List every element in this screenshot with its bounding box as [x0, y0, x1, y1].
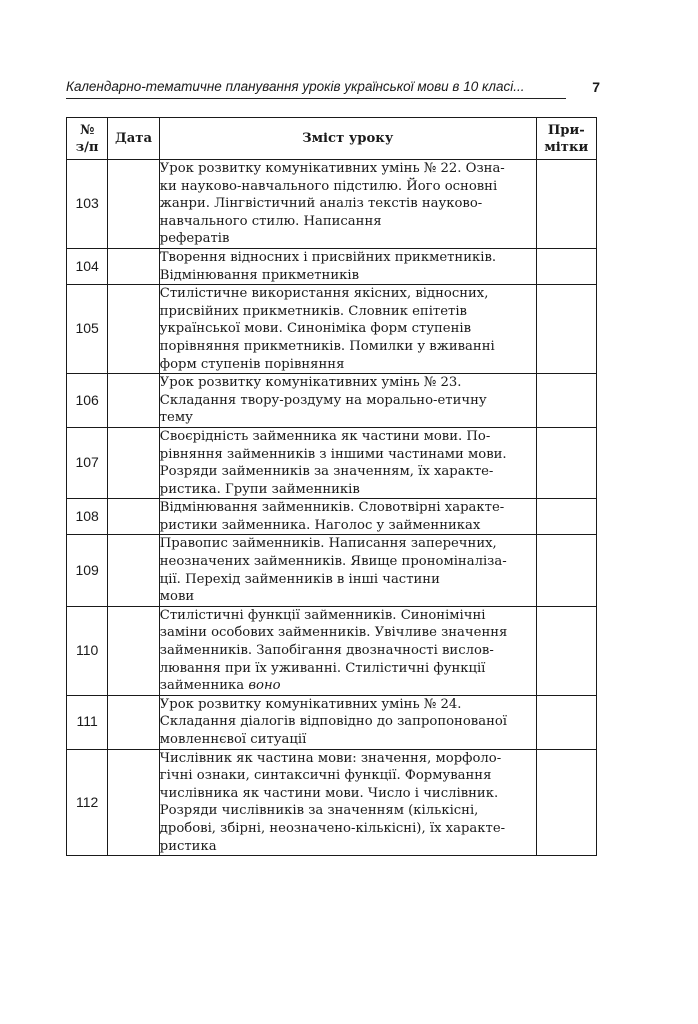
date-cell	[108, 248, 159, 284]
date-cell	[108, 695, 159, 749]
lesson-content	[159, 285, 536, 374]
content-line: ристики займенника. Наголос у займенниках	[159, 517, 481, 533]
table-row	[67, 248, 597, 284]
column-header-notes-line: мітки	[544, 139, 589, 155]
lesson-content	[159, 695, 536, 749]
content-line: ки науково-навчального підстилю. Його основні	[159, 178, 498, 194]
notes-cell	[536, 160, 596, 249]
content-line: Розряди займенників за значенням, їх характе-	[159, 464, 494, 480]
notes-cell	[536, 374, 596, 428]
date-cell	[108, 749, 159, 856]
content-line: Відмінювання прикметників	[159, 267, 360, 283]
date-cell	[108, 285, 159, 374]
date-cell	[108, 606, 159, 695]
table-row	[67, 749, 597, 856]
notes-cell	[536, 535, 596, 606]
lesson-number: 105	[67, 285, 108, 374]
content-line: неозначених займенників. Явище прономіналіза-	[159, 554, 507, 570]
lesson-number: 107	[67, 427, 108, 498]
lesson-number: 104	[67, 248, 108, 284]
table-row	[67, 499, 597, 535]
content-line: Правопис займенників. Написання заперечних,	[159, 536, 497, 552]
content-line: заміни особових займенників. Увічливе значення	[159, 625, 508, 641]
lesson-number: 106	[67, 374, 108, 428]
lesson-content	[159, 749, 536, 856]
column-header-number-line: з/п	[75, 139, 99, 155]
content-line: української мови. Синоніміка форм ступенів	[159, 321, 472, 337]
notes-cell	[536, 695, 596, 749]
date-cell	[108, 160, 159, 249]
content-line: Складання діалогів відповідно до запропонованої	[159, 714, 508, 730]
content-line: рефератів	[159, 231, 230, 247]
content-line: навчального стилю. Написання	[159, 213, 382, 229]
lesson-content	[159, 248, 536, 284]
content-line: тему	[159, 410, 193, 426]
date-cell	[108, 535, 159, 606]
content-line: ристика. Групи займенників	[159, 481, 360, 497]
lesson-content	[159, 499, 536, 535]
content-line: ції. Перехід займенників в інші частини	[159, 571, 440, 587]
content-line: лювання при їх уживанні. Стилістичні функції	[159, 660, 486, 676]
lesson-number: 112	[67, 749, 108, 856]
lesson-content	[159, 374, 536, 428]
lesson-number: 110	[67, 606, 108, 695]
content-line: Творення відносних і присвійних прикметників.	[159, 249, 497, 265]
content-line	[160, 677, 536, 695]
table-row	[67, 285, 597, 374]
column-header-content: Зміст уроку	[159, 118, 536, 160]
lesson-number: 109	[67, 535, 108, 606]
content-line: Урок розвитку комунікативних умінь № 23.	[159, 375, 462, 391]
table-header-row	[67, 118, 597, 160]
lesson-plan-table	[66, 117, 597, 856]
content-line: Розряди числівників за значенням (кількісні,	[159, 803, 479, 819]
content-line-italic-word: воно	[248, 678, 281, 694]
table-row	[67, 160, 597, 249]
content-line: порівняння прикметників. Помилки у вживанні	[159, 338, 495, 354]
content-line: мови	[159, 589, 195, 605]
column-header-number	[67, 118, 108, 160]
date-cell	[108, 499, 159, 535]
content-line: форм ступенів порівняння	[159, 356, 345, 372]
column-header-notes-line: При-	[547, 122, 585, 138]
date-cell	[108, 427, 159, 498]
content-line: займенників. Запобігання двозначності вислов-	[159, 643, 494, 659]
content-line: Стилістичні функції займенників. Синонімічні	[159, 607, 486, 623]
notes-cell	[536, 499, 596, 535]
content-line: Урок розвитку комунікативних умінь № 24.	[159, 696, 462, 712]
content-line: мовленнєвої ситуації	[159, 732, 307, 747]
content-line: рівняння займенників з іншими частинами мови.	[159, 446, 507, 462]
table-row	[67, 427, 597, 498]
notes-cell	[536, 427, 596, 498]
content-line: ристика	[159, 838, 217, 854]
column-header-number-line: №	[79, 122, 95, 138]
content-line: Числівник як частина мови: значення, морфоло-	[159, 750, 502, 766]
content-line: дробові, збірні, неозначено-кількісні), їх характе-	[159, 820, 506, 836]
lesson-content	[159, 427, 536, 498]
table-row	[67, 606, 597, 695]
lesson-number: 111	[67, 695, 108, 749]
content-line: Урок розвитку комунікативних умінь № 22. Озна-	[159, 161, 505, 176]
table-row	[67, 374, 597, 428]
content-line: Відмінювання займенників. Словотвірні характе-	[159, 500, 505, 516]
running-header-title: Календарно-тематичне планування уроків української мови в 10 класі...	[66, 79, 566, 99]
page-number: 7	[592, 79, 600, 95]
notes-cell	[536, 248, 596, 284]
date-cell	[108, 374, 159, 428]
running-header	[66, 76, 600, 100]
content-line: жанри. Лінгвістичний аналіз текстів науково-	[159, 196, 483, 212]
lesson-number: 108	[67, 499, 108, 535]
table-row	[67, 695, 597, 749]
column-header-date: Дата	[108, 118, 159, 160]
content-line-text: займенника	[159, 678, 249, 694]
table-row	[67, 535, 597, 606]
notes-cell	[536, 285, 596, 374]
content-line: числівника як частини мови. Число і числівник.	[159, 785, 499, 801]
content-line: Складання твору-роздуму на морально-етичну	[159, 392, 487, 408]
lesson-number: 103	[67, 160, 108, 249]
lesson-content	[159, 160, 536, 249]
notes-cell	[536, 749, 596, 856]
content-line: Стилістичне використання якісних, відносних,	[159, 286, 489, 302]
column-header-notes	[536, 118, 596, 160]
lesson-content	[159, 606, 536, 695]
lesson-content	[159, 535, 536, 606]
notes-cell	[536, 606, 596, 695]
content-line: Своєрідність займенника як частини мови. По-	[159, 428, 491, 444]
content-line: гічні ознаки, синтаксичні функції. Формування	[159, 768, 492, 784]
content-line: присвійних прикметників. Словник епітетів	[159, 303, 467, 319]
